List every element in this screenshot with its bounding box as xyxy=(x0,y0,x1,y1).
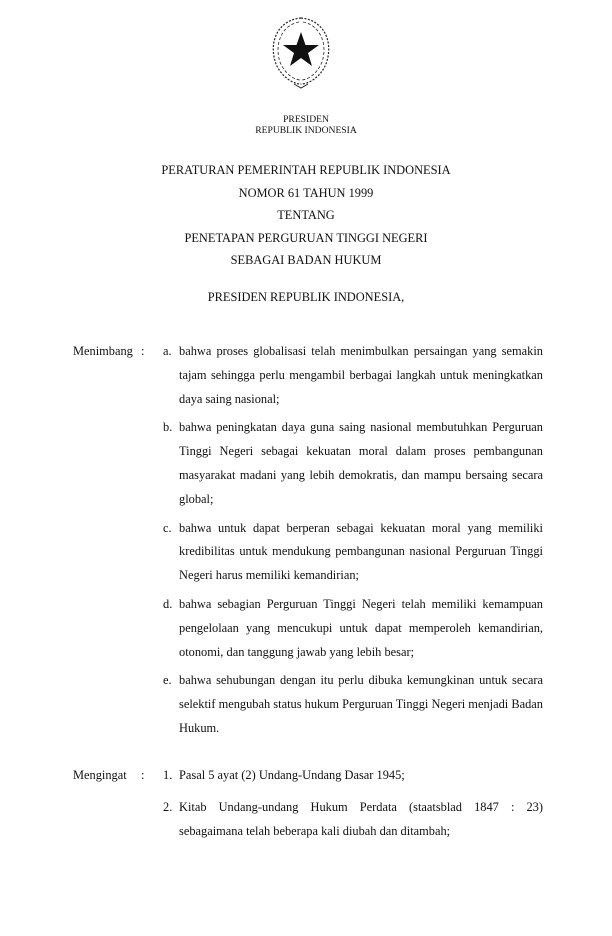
item-text: bahwa untuk dapat berperan sebagai kekuatan moral yang memiliki kredibilitas untuk mendukung pembangunan nasional Perguruan Tinggi Negeri harus memiliki kemandirian; xyxy=(179,520,543,583)
item-marker: d. xyxy=(163,596,173,611)
item-marker: 1. xyxy=(163,768,173,782)
item-marker: a. xyxy=(163,344,172,358)
item-text: Kitab Undang-undang Hukum Perdata (staatsblad 1847 : 23) sebagaimana telah beberapa kali diubah dan ditambah; xyxy=(179,799,543,838)
list-item xyxy=(163,416,543,511)
section-label: Mengingat xyxy=(73,768,127,782)
title-line-5: SEBAGAI BADAN HUKUM xyxy=(230,253,382,267)
title-line-1: PERATURAN PEMERINTAH REPUBLIK INDONESIA xyxy=(161,163,451,177)
presidential-emblem-icon xyxy=(266,12,336,92)
preamble: PRESIDEN REPUBLIK INDONESIA, xyxy=(207,290,405,304)
office-header xyxy=(0,114,612,136)
item-text: Pasal 5 ayat (2) Undang-Undang Dasar 1945; xyxy=(179,768,405,782)
list-item xyxy=(163,669,543,740)
title-line-3: TENTANG xyxy=(277,208,335,222)
item-text: bahwa proses globalisasi telah menimbulkan persaingan yang semakin tajam sehingga perlu mengambil berbagai langkah untuk meningkatkan daya saing nasional; xyxy=(179,344,543,406)
office-line-2: REPUBLIK INDONESIA xyxy=(255,125,357,136)
consideration-list xyxy=(163,340,543,741)
section-colon: : xyxy=(141,768,145,782)
list-item xyxy=(163,796,543,844)
list-item xyxy=(163,517,543,588)
item-text: bahwa sebagian Perguruan Tinggi Negeri telah memiliki kemampuan pengelolaan yang mencukupi untuk dapat memperoleh kemandirian, otonomi, dan tanggung jawab yang lebih besar; xyxy=(179,596,543,659)
item-marker: b. xyxy=(163,420,173,435)
menimbang-section xyxy=(73,340,543,746)
item-text: bahwa sehubungan dengan itu perlu dibuka kemungkinan untuk secara selektif mengubah status hukum Perguruan Tinggi Negeri menjadi Badan Hukum. xyxy=(179,673,543,735)
item-text: bahwa peningkatan daya guna saing nasional membutuhkan Perguruan Tinggi Negeri sebagai kekuatan moral dalam proses pembangunan masyarakat madani yang lebih demokratis, dan mampu bersaing secara global; xyxy=(179,420,543,506)
list-item xyxy=(163,593,543,664)
item-marker: e. xyxy=(163,673,172,688)
item-marker: 2. xyxy=(163,799,173,814)
mengingat-section xyxy=(73,764,543,851)
list-item xyxy=(163,340,543,411)
section-label: Menimbang xyxy=(73,344,133,358)
title-line-2: NOMOR 61 TAHUN 1999 xyxy=(238,185,374,200)
section-colon: : xyxy=(141,344,145,358)
legal-basis-list xyxy=(163,764,543,843)
item-marker: c. xyxy=(163,520,172,535)
list-item xyxy=(163,764,543,788)
office-line-1: PRESIDEN xyxy=(283,114,329,125)
document-title xyxy=(0,159,612,272)
title-line-4: PENETAPAN PERGURUAN TINGGI NEGERI xyxy=(184,230,428,245)
